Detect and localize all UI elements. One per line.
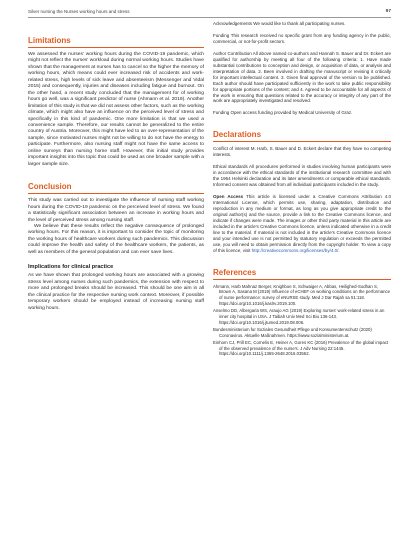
limitations-paragraph: We assessed the nurses' working hours during the COVID-19 pandemic, which might not reflect the nurses' workload during normal working hours. Studies have shown that the management at nurses has to cancel so the higher the memory of working hours, which means could ever increased risk of accidents and work-related stress, high levels of sick leave and absenteeism (Messenger and Vidal 2015) and consequently, injuries and diseases including fatigue and burnout. On the other hand, a recent study concluded that the management for of working hours go well, was a significant predictor of nurse (Ahmann et al. 2019). Another limitation of this study is that we did not assess other factors, such as the working climate, which might also have an influence on the perceived level of stress and specifically in this kind of pandemic. One more limitation is that we used a convenience sample. Therefore, our results cannot be generalized to the entire country of Austria. Moreover, this might have led to an over-representation of the sample, since motivated nurses might not be willing to do not have the energy to participate. Furthermore, also nursing staff might not have the same access to online surveys than nursing home staff. However, this initial study provides important insights into this topic that could be used as one broader sample with a larger sample size. (28, 52, 204, 167)
funding-open-access: Funding Open access funding provided by Medical University of Graz. (213, 110, 353, 116)
declarations-rule (213, 141, 391, 142)
conclusion-paragraph: This study was carried out to investigate the influence of nursing staff working hours during the COVID-19 pandemic on the perceived level of stress. We found a statistically significant association between an increase in working hours and the level of perceived stress among nursing staff. (28, 198, 204, 223)
references-rule (213, 279, 391, 280)
right-column (213, 21, 391, 359)
limitations-rule (28, 47, 204, 48)
implications-paragraph: As we have shown that prolonged working hours are associated with a growing stress level among nurses during such pandemics, the extension with respect to more and prolonged breaks should be increased. This should be one aim in all the clinical practice for the respective nursing work context. Moreover, if possible temporary workers should be employed instead of increasing nursing staff working hours. (28, 273, 204, 311)
declarations-heading: Declarations (213, 130, 262, 140)
license-link[interactable]: http://creativecommons.org/licenses/by/4.0/. (251, 247, 340, 253)
ethical-standards: Ethical standards All procedures performed in studies involving human participants were in accordance with the ethical standards of the institutional research committee and with the 1964 Helsinki declaration and its later amendments or comparable ethical standards. Informed consent was obtained from all individual participants included in the study. (213, 164, 391, 188)
references-heading: References (213, 267, 257, 277)
implications-heading: Implications for clinical practice (28, 264, 114, 271)
acknowledgements: Acknowledgements We would like to thank all participating nurses. (213, 21, 346, 26)
page-number: 97 (385, 9, 391, 14)
open-access-label: Open Access (213, 194, 244, 200)
author-contribution: Author Contribution All above named co-authors and Hannah S. Bauer and Dr. Eckert are qualified for authorship by meeting all four of the following criteria: 1. Have made substantial contributions to conception and design, or acquisition of data, or analysis and interpretation of data. 2. Been involved in drafting the manuscript or revising it critically for important intellectual content. 3. Given final approval of the version to be published. Each author should have participated sufficiently in the work to take public responsibility for appropriate portions of the content; and 4. Agreed to be accountable for all aspects of the work in ensuring that questions related to the accuracy or integrity of any part of the work are appropriately investigated and resolved. (213, 50, 391, 104)
open-access-statement (213, 194, 391, 254)
conclusion-paragraph: We believe that these results reflect the negative consequence of prolonged working hours. For this reason, it is important to consider the topic of monitoring the working hours of healthcare workers during such pandemics. This discussion could improve the health and safety of the healthcare workers, the patients, as well as members of the general population and can ever save lives. (28, 223, 204, 255)
conclusion-heading: Conclusion (28, 182, 72, 192)
header-rule (28, 17, 391, 18)
reference-item: Einhorn CJ, Prill EC, Cornelis E, Heiner A, Gores KC (2016) Prevalence of the global impact of the observed prevalence of the nurse's. J Adv Nursing 22:1445. https://doi.org/10.1111/j.1365-2648.2016.03562. (213, 339, 389, 357)
funding-statement: Funding This research received no specific grant from any funding agency in the public, commercial, or not-for-profit sectors. (213, 32, 391, 44)
left-column (28, 36, 204, 312)
conclusion-rule (28, 193, 204, 194)
running-head: Silver nursing the Nurses working hours and stress (28, 9, 130, 14)
reference-item: Anselmo DD, Albergaria WS, Araujo AG (2019) Exploring nurses' work-related stress in an inner city hospital in USA. J Taibah Univ Med Sci Biu 136-143. https://doi.org/10.1016/j.jtumed.2019.08.006. (213, 308, 385, 325)
open-access-text: This article is licensed under a Creative Commons Attribution 4.0 International License, which permits use, sharing, adaptation, distribution and reproduction in any medium or format, as long as you give appropriate credit to the original author(s) and the source, provide a link to the Creative Commons licence, and indicate if changes were made. The images or other third party material in this article are included in the article's Creative Commons licence, unless indicated otherwise in a credit line to the material. If material is not included in the article's Creative Commons licence and your intended use is not permitted by statutory regulation or exceeds the permitted use, you will need to obtain permission directly from the copyright holder. To view a copy of this licence, visit (213, 194, 391, 253)
limitations-heading: Limitations (28, 36, 71, 45)
conflict-of-interest: Conflict of interest M. Harb, S. Bauer and D. Eckert declare that they have no competing interests. (213, 146, 391, 158)
reference-item: Ahmann, Harb Mahnaz Berger, Knighboe S, Schwaiger A, Abbas, Heilighed-Sodhan S, Brown A, Sasana M (2019) Influence of eCHEF on working conditions on the performance of nurse performance: survey of eNURSE study. Med J Dar Rajah sa 51:118. https://doi.org/10.1016/j.kaslrv.2019.100. (213, 283, 391, 306)
reference-item: Bundesministerium fur Soziales Gesundheit Pflege und Konsumentenschutz (2020) Coronavirus. Aktuelle Maßnahmen. https://www.sozialministerium.at. (213, 326, 372, 338)
